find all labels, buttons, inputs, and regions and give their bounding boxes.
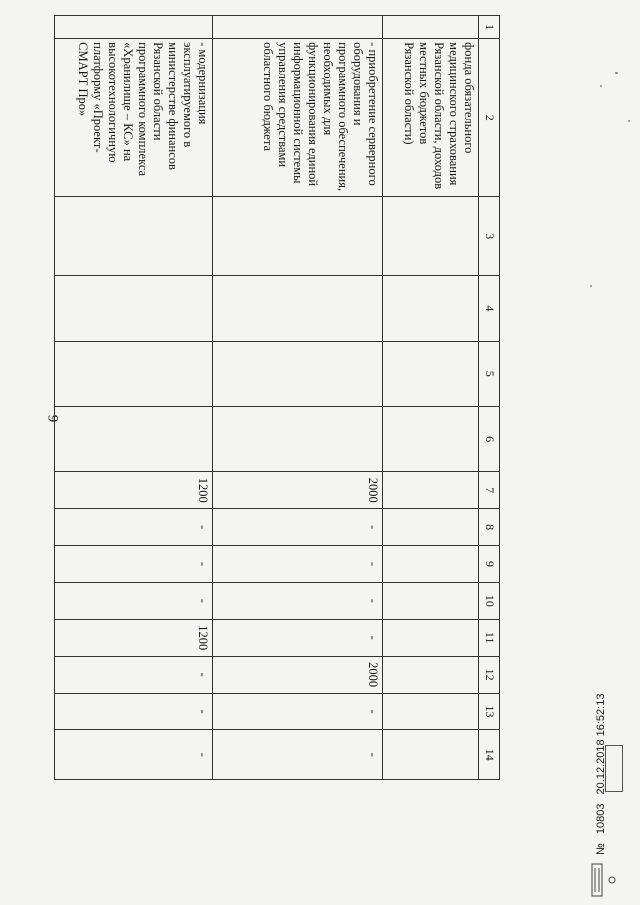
row-description: - модернизация эксплуатируемого в министерстве финансов Рязанской области программного комплекса «Хранилище – КС» на высокотехнологичную платформу «Проект-СМАРТ Про» bbox=[55, 39, 213, 197]
table-cell: - bbox=[213, 546, 383, 583]
document-footer bbox=[595, 555, 607, 855]
col-header: 7 bbox=[479, 472, 500, 509]
table-cell bbox=[55, 276, 213, 341]
col-header: 9 bbox=[479, 546, 500, 583]
table-cell bbox=[383, 341, 479, 406]
table-cell bbox=[213, 406, 383, 471]
rotated-table-inner bbox=[60, 15, 500, 780]
col-header: 12 bbox=[479, 656, 500, 693]
table-cell: - bbox=[213, 582, 383, 619]
table-cell bbox=[383, 472, 479, 509]
table-cell: 2000 bbox=[213, 656, 383, 693]
table-cell bbox=[383, 276, 479, 341]
table-cell bbox=[213, 197, 383, 276]
timestamp: 20.12.2018 16:52:13 bbox=[595, 693, 607, 795]
row-description: фонда обязательного медицинского страхования Рязанской области, доходов местных бюджетов Рязанской области) bbox=[383, 39, 479, 197]
table-cell bbox=[383, 197, 479, 276]
data-table bbox=[54, 15, 500, 780]
col-header: 5 bbox=[479, 341, 500, 406]
table-cell bbox=[383, 582, 479, 619]
table-cell: 1200 bbox=[55, 472, 213, 509]
col-header: 8 bbox=[479, 509, 500, 546]
col-header: 3 bbox=[479, 197, 500, 276]
table-cell bbox=[55, 406, 213, 471]
table-cell bbox=[383, 693, 479, 730]
page-number: 9 bbox=[44, 414, 61, 423]
barcode-stamp bbox=[605, 745, 623, 792]
doc-number: 10803 bbox=[595, 803, 607, 835]
table-cell bbox=[213, 341, 383, 406]
table-cell: - bbox=[55, 546, 213, 583]
col-header: 2 bbox=[479, 39, 500, 197]
table-cell bbox=[383, 406, 479, 471]
table-cell: - bbox=[55, 656, 213, 693]
col-header: 6 bbox=[479, 406, 500, 471]
table-cell bbox=[383, 656, 479, 693]
scan-speck bbox=[615, 72, 618, 74]
col-header: 1 bbox=[479, 16, 500, 39]
scan-speck bbox=[600, 85, 602, 87]
table-cell: - bbox=[55, 693, 213, 730]
col-header: 10 bbox=[479, 582, 500, 619]
table-row bbox=[55, 16, 213, 780]
number-sign: № bbox=[595, 843, 607, 855]
scan-speck bbox=[590, 285, 592, 287]
table-cell: - bbox=[55, 730, 213, 780]
table-cell: - bbox=[213, 730, 383, 780]
table-cell bbox=[383, 730, 479, 780]
table-cell: - bbox=[55, 509, 213, 546]
table-cell bbox=[55, 197, 213, 276]
table-cell bbox=[383, 509, 479, 546]
col-header: 13 bbox=[479, 693, 500, 730]
header-row bbox=[479, 16, 500, 780]
table-cell bbox=[383, 619, 479, 656]
table-cell bbox=[213, 276, 383, 341]
row-index-cell bbox=[55, 16, 213, 39]
table-row bbox=[213, 16, 383, 780]
row-index-cell bbox=[213, 16, 383, 39]
table-cell: 2000 bbox=[213, 472, 383, 509]
table-cell bbox=[383, 546, 479, 583]
col-header: 4 bbox=[479, 276, 500, 341]
table-cell: - bbox=[213, 693, 383, 730]
col-header: 11 bbox=[479, 619, 500, 656]
col-header: 14 bbox=[479, 730, 500, 780]
rotated-table-wrapper bbox=[60, 15, 500, 780]
table-cell: - bbox=[55, 582, 213, 619]
registration-stamp-icon bbox=[590, 860, 622, 900]
row-description: - приобретение серверного оборудования и программного обеспечения, необходимых для функционирования единой информационной системы управления средствами областного бюджета bbox=[213, 39, 383, 197]
table-row bbox=[383, 16, 479, 780]
table-cell bbox=[55, 341, 213, 406]
table-cell: - bbox=[213, 509, 383, 546]
table-cell: 1200 bbox=[55, 619, 213, 656]
row-index-cell bbox=[383, 16, 479, 39]
table-cell: - bbox=[213, 619, 383, 656]
scan-speck bbox=[628, 120, 630, 122]
